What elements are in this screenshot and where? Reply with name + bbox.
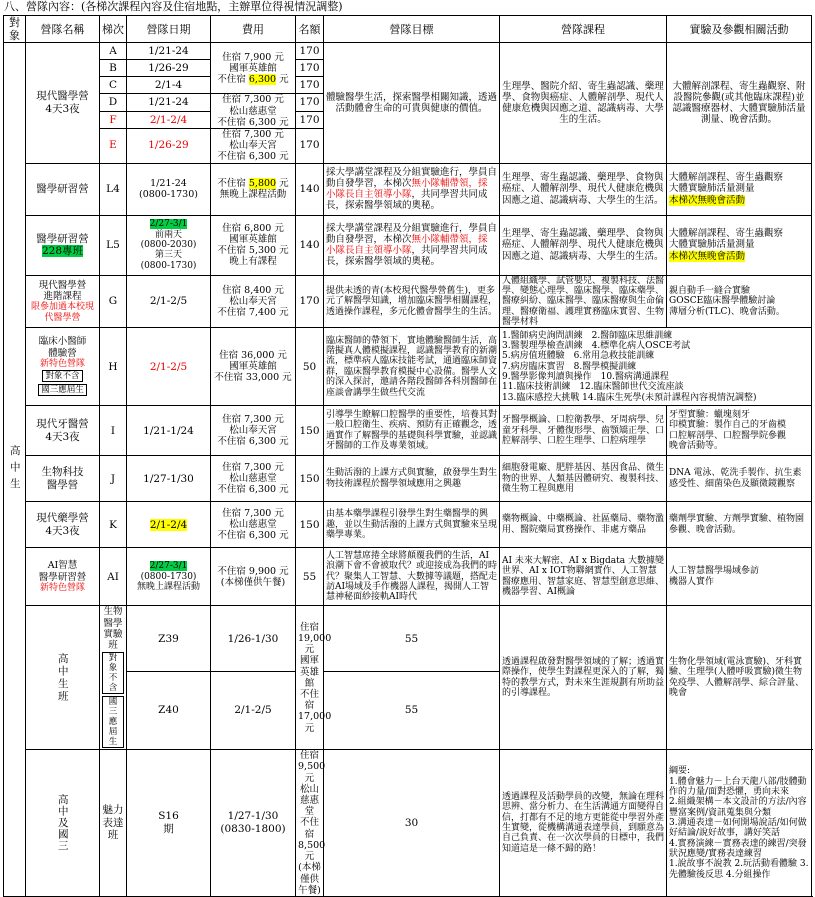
course-cell: 1.醫師病史詢問訓練 2.醫師臨床思維訓練 3.醫製理學檢查訓練 4.標準化病人OSCE考試 5.病房值班體驗 6.常用急救技能訓練 7.病房臨床實習 8.醫學模擬訓練 9.醫學影像判讀與操作 10.醫病溝通課程 11.臨床技術訓練 12.臨床醫師世代交流座談 13.臨床感控大挑戰 14.臨床生死學(未預計課程內容視情況調整) [500,328,812,406]
target-stamp: 國三應屆生 [102,696,124,748]
goal-cell: 生動活潑的上課方式與實驗，啟發學生對生物技術課程於醫學領域應用之興趣 [324,456,500,502]
fee-cell: 住宿 8,400 元 松山奉天宮 不住宿 7,400 元 [211,275,296,328]
quota-cell: 140 [296,215,324,275]
batch-date: 2/1-2/5 [211,672,296,750]
header-row [4,16,812,43]
course-cell: 生理學、寄生蟲認識、藥理學、食物與癌症、人體解剖學、現代人健康危機與因應之道、認識病毒、大學生的生活。 [500,163,667,215]
batch-code: J [100,456,127,502]
quota-cell: 170 [296,94,324,111]
camp-name-text: 臨床小醫師 體驗營 [38,336,87,359]
fee-line: 住宿 7,300 元 [222,128,284,140]
camp-name: 生物科技 醫學營 [26,456,100,502]
goal-text: ，共同學習共同成長，探索醫學領域的奧秘。 [326,245,488,268]
quota-cell: 50 [296,328,324,406]
activity-cell: 藥劑學實驗、方劑學實驗、植物園參觀、晚會活動。 [667,502,812,548]
goal-red: 無小隊輔帶領 [411,177,469,189]
batch-date: 2/1-4 [127,77,211,94]
goal-text: 採大學講堂課程及分組實驗進行，學員自動自發學習，本梯次 [326,166,498,189]
fee-note: 無晚上課程活動 [219,189,287,201]
col-activity: 實驗及參觀相關活動 [667,16,812,43]
fee-cell [211,163,296,215]
camp-name [26,275,100,328]
quota-cell: 150 [296,502,324,548]
fee-text: 不住宿 [217,177,249,189]
batch-date: 1/21-24 (0800-1730) [127,163,211,215]
camp-table [3,15,812,897]
batch-code: K [100,502,127,548]
batch-code: S16 期 [127,750,211,897]
batch-code: A [100,43,127,60]
activity-line: 大體實驗肺活量測量 [669,183,755,195]
course-cell: 細胞發電廠、肥胖基因、基因食品、微生物的世界、人類基因體研究、複製科技、微生物工程與應用 [500,456,667,502]
fee-line: 住宿 7,900 元 [222,51,284,63]
date-highlight: 2/27-3/1 [149,219,188,230]
fee-line: 松山慈惠堂 [229,105,277,117]
batch-date [127,548,211,606]
table-row [4,328,812,406]
fee-line: 國軍英雄館 [229,62,277,74]
table-row [4,275,812,328]
batch-code: E [100,128,127,163]
goal-cell: 臨床醫師的帶領下，實地體驗醫師生活，高階擬真人體模擬課程，認識醫學教育的新潮流，標準病人臨床技能考試，通過臨床師資群，臨床醫學教育模擬中心設備。醫學人文的深入探討，邀請各階段醫師各科別醫師在座談會講學生做些代交流 [324,328,500,406]
target-stamp: 對象不含 [102,652,124,694]
camp-name [26,548,100,606]
course-cell: 人體組織學、試管嬰兒、複製科技、法醫學、變態心理學、臨床醫學、臨床藥學、醫療糾紛、臨床醫學、臨床醫療與生命倫理、醫療衛福、護理實務臨床實習、生物醫學材料 [500,275,667,328]
quota-cell: 170 [296,275,324,328]
goal-cell: 由基本藥學課程引發學生對生藥醫學的興趣，並以生動活潑的上課方式與實驗來呈現藥學專業。 [324,502,500,548]
camp-name: 現代醫學營 4天3夜 [26,43,100,163]
table-row [4,456,812,502]
batch-code: G [100,275,127,328]
camp-name: 現代藥學營 4天3夜 [26,502,100,548]
date-detail: 前兩天 (0800-2030) 第三天 (0800-1730) [140,229,197,271]
fee-cell [211,94,296,129]
batch-code: L4 [100,163,127,215]
quota-cell: 55 [324,606,500,672]
date-highlight: 2/27-3/1 [149,561,188,572]
camp-name-text: 生物醫學 實驗班 [103,606,123,651]
batch-date: 1/21-1/24 [127,406,211,456]
course-cell: 藥物概論、中藥概論、社區藥局、藥物濫用、醫院藥局實務操作、非處方藥品 [500,502,667,548]
camp-note: 限參加過本校現代醫學營 [30,302,94,323]
batch-date: 2/1-2/5 [127,275,211,328]
target-cell [26,750,100,897]
table-row [4,502,812,548]
col-quota: 名額 [296,16,324,43]
fee-line: 不住宿 6,300 元 [217,151,289,163]
camp-name: 魅力表達班 [100,750,127,897]
quota-cell: 55 [324,672,500,750]
table-row [4,606,812,672]
batch-code: F [100,111,127,128]
batch-date: 2/1-2/4 [127,111,211,128]
goal-red: ，採小隊長自主領導小隊 [326,177,488,201]
goal-cell [324,215,500,275]
col-batch: 梯次 [100,16,127,43]
course-cell: 綱要: 1.體會魅力－上台天龍八部/肢體動作的力量/面對恐懼，勇向未來 2.組織架構－本文設計的方法/內容豐富案例/資訊蒐集與分類 3.溝通表達－如何開場說話/如何做好結論/說好故事，講好笑話 4.實務演練－實務表達的練習/突發狀況應變/實務表達練習 1.說故事不說教 2.玩活動看體驗 3.先體驗後反思 4.分組操作 [667,750,812,897]
fee-text: 不住宿 [217,73,249,85]
activity-line: 大體解剖課程、寄生蟲觀察 [669,228,784,240]
quota-cell: 30 [324,750,500,897]
quota-cell: 170 [296,43,324,60]
fee-text: 元 [276,73,289,85]
camp-name: 現代牙醫營 4天3夜 [26,406,100,456]
fee-cell [211,128,296,163]
course-cell: 生理學、醫院介紹、寄生蟲認識、藥理學、食物與癌症、人體解剖學、現代人健康危機與因應之道、認識病毒、大學生的生活。 [500,43,667,163]
target-stamp: 對象不含 [42,370,82,382]
activity-highlight: 本梯次無晚會活動 [669,250,746,262]
table-row [4,43,812,60]
fee-text: 元 [276,177,289,189]
batch-code: Z39 [127,606,211,672]
quota-cell: 170 [296,128,324,163]
goal-red: ，採小隊長自主領導小隊 [326,233,488,257]
fee-cell: 住宿 7,300 元 松山慈惠堂 不住宿 6,300 元 [211,502,296,548]
camp-note: 新特色營隊 [39,358,85,369]
quota-cell: 55 [296,548,324,606]
quota-cell: 170 [296,60,324,77]
batch-date: 1/27-1/30 (0830-1800) [211,750,296,897]
batch-code: I [100,406,127,456]
camp-name [26,215,100,275]
goal-cell [324,163,500,215]
batch-code: AI [100,548,127,606]
quota-cell: 140 [296,163,324,215]
batch-date: 1/26-1/30 [211,606,296,672]
activity-line: 大體實驗肺活量測量 [669,239,755,251]
camp-name-text: 現代醫學營 進階課程 [38,279,87,303]
camp-name [100,606,127,750]
col-course: 營隊課程 [500,16,667,43]
fee-line: 不住宿 6,300 元 [217,116,289,128]
fee-line [213,74,293,85]
course-cell: 牙醫學概論、口腔衛教學、牙周病學、兒童牙科學、牙體復形學、齒顎矯正學、口腔解剖學、口腔生理學、口腔病理學 [500,406,667,456]
batch-code: D [100,94,127,111]
batch-code: C [100,77,127,94]
batch-date [127,215,211,275]
quota-cell: 150 [296,406,324,456]
activity-cell [667,215,812,275]
fee-cell: 不住宿 9,900 元 (本梯僅供午餐) [211,548,296,606]
batch-date: 1/21-24 [127,94,211,111]
target-label: 高中生班 [56,652,69,703]
fee-line: 松山奉天宮 [229,140,277,152]
col-target: 對象 [4,16,26,43]
fee-cell: 住宿 9,500 元 松山慈惠堂 不住宿 8,500 元 (本梯僅供午餐) [296,750,324,897]
goal-cell: 體驗醫學生活，探索醫學相關知識，透過活動體會生命的可貴與健康的價值。 [324,43,500,163]
date-detail: (0800-1730) 無晚上課程活動 [136,571,200,592]
course-cell: AI 未來大解密、AI x Bigdata 大數據變世界、AI x IOT物聯網實作、人工智慧醫療應用、智慧家庭、智慧型創意思維、機器學習、AI概論 [500,548,667,606]
target-label: 高中生 [8,444,21,495]
course-cell: 生理學、寄生蟲認識、藥理學、食物與癌症、人體解剖學、現代人健康危機與因應之道、認識病毒、大學生的生活。 [500,215,667,275]
batch-date: 1/21-24 [127,43,211,60]
batch-date: 2/1-2/5 [127,328,211,406]
target-stamp: 國三應屆生 [38,384,87,396]
activity-line: 大體解剖課程、寄生蟲觀察 [669,172,784,184]
table-row [4,215,812,275]
batch-code: H [100,328,127,406]
quota-cell: 170 [296,111,324,128]
goal-text: 採大學講堂課程及分組實驗進行，學員自動自發學習，本梯次 [326,222,498,245]
course-cell: 生物化學領域(電泳實驗)、牙科實驗、生理學(人體呼吸實驗)微生物免疫學、人體解剖學、綜合評量、晚會 [667,606,812,750]
fee-highlight: 6,300 [248,73,277,85]
batch-code: B [100,60,127,77]
table-row [4,163,812,215]
activity-cell: 人工智慧醫學場域參訪 機器人實作 [667,548,812,606]
activity-cell: 大體解剖課程、寄生蟲觀察、附設醫院參觀(或其他臨床課程)並認識醫療器材、大體實驗肺活量測量、晚會活動。 [667,43,812,163]
camp-tag: 228專班 [41,245,84,258]
camp-name: 醫學研習營 [26,163,100,215]
section-title: 八、營隊內容：(各梯次課程內容及住宿地點，主辦單位得視情況調整) [4,0,343,13]
goal-cell: 透過課程及活動學員的改變，無論在理科思辨、當分析力、在生活溝通方面變得自信，打都有不足的地方更能從中學習外產生實變，從機構溝通表達學員，到願意為自己負責、在一次次學員的日標中，我們知道這是一條不歸的路！ [500,750,667,897]
fee-cell: 住宿 6,800 元 國軍英雄館 不住宿 5,300 元 晚上有課程 [211,215,296,275]
table-row [4,750,812,897]
goal-cell: 提供未透的青(本校現代醫學營舊生)，更多元了解醫學知識，增加臨床醫學相關課程，透過操作課程，多元化體會醫學生的生活。 [324,275,500,328]
fee-cell [211,43,296,94]
camp-name-text: AI智慧 醫學研習營 [38,560,87,583]
goal-cell: 引導學生瞭解口腔醫學的重要性，培養其對一般口腔衛生、疾病、預防有正確觀念，透過實作了解醫學的基礎與科學實驗，並認識牙醫師的工作及專業領域。 [324,406,500,456]
batch-date [127,502,211,548]
camp-name-text: 醫學研習營 [36,232,89,245]
camp-note: 新特色營隊 [39,582,85,593]
fee-highlight: 5,800 [248,177,277,189]
col-goal: 營隊目標 [324,16,500,43]
col-date: 營隊日期 [127,16,211,43]
activity-cell: DNA 電泳、乾洗手製作、抗生素感受性、細菌染色及顯微鏡觀察 [667,456,812,502]
fee-cell: 住宿 7,300 元 松山奉天宮 不住宿 6,300 元 [211,406,296,456]
activity-cell: 親自動手一縫合實驗 GOSCE臨床醫學體驗討論 薄層分析(TLC)、晚會活動。 [667,275,812,328]
fee-line: 住宿 7,300 元 [222,94,284,106]
fee-cell: 住宿 36,000 元 國軍英雄館 不住宿 33,000 元 [211,328,296,406]
target-cell [26,606,100,750]
batch-date: 1/26-29 [127,60,211,77]
table-row [4,548,812,606]
batch-date: 1/26-29 [127,128,211,163]
goal-text: ，共同學習共同成長，探索醫學領域的奧秘。 [326,189,488,212]
col-fee: 費用 [211,16,296,43]
batch-date: 1/27-1/30 [127,456,211,502]
date-highlight: 2/1-2/4 [149,518,188,531]
camp-name [26,328,100,406]
goal-cell: 透過課程啟發對醫學領域的了解；透過實際操作，使學生對課程更深入的了解，獨特的教學方式，對未來生涯規劃有所助益的引導課程。 [500,606,667,750]
activity-highlight: 本梯次無晚會活動 [669,194,746,206]
activity-cell [667,163,812,215]
activity-cell: 牙型實驗：蠟塊刻牙 印模實驗：製作自己的牙齒模 口腔解剖學、口腔醫學院參觀 晚會活動等。 [667,406,812,456]
batch-code: L5 [100,215,127,275]
col-name: 營隊名稱 [26,16,100,43]
batch-code: Z40 [127,672,211,750]
quota-cell: 170 [296,77,324,94]
quota-cell: 150 [296,456,324,502]
table-row [4,406,812,456]
fee-cell: 住宿 19,000 元 國軍英雄館 不住宿 17,000 元 [296,606,324,750]
goal-red: 無小隊輔帶領 [411,233,469,245]
target-cell [4,43,26,897]
fee-cell: 住宿 7,300 元 松山慈惠堂 不住宿 6,300 元 [211,456,296,502]
target-label: 高中及國三 [56,794,69,852]
goal-cell: 人工智慧席捲全球將顛覆我們的生活，AI浪潮下會不會被取代？或迎接成為我們的時代？聚集人工智慧、大數據等議題，搭配走訪AI場域及手作機器人課程，揭開人工智慧神秘面紗接軌AI時代 [324,548,500,606]
